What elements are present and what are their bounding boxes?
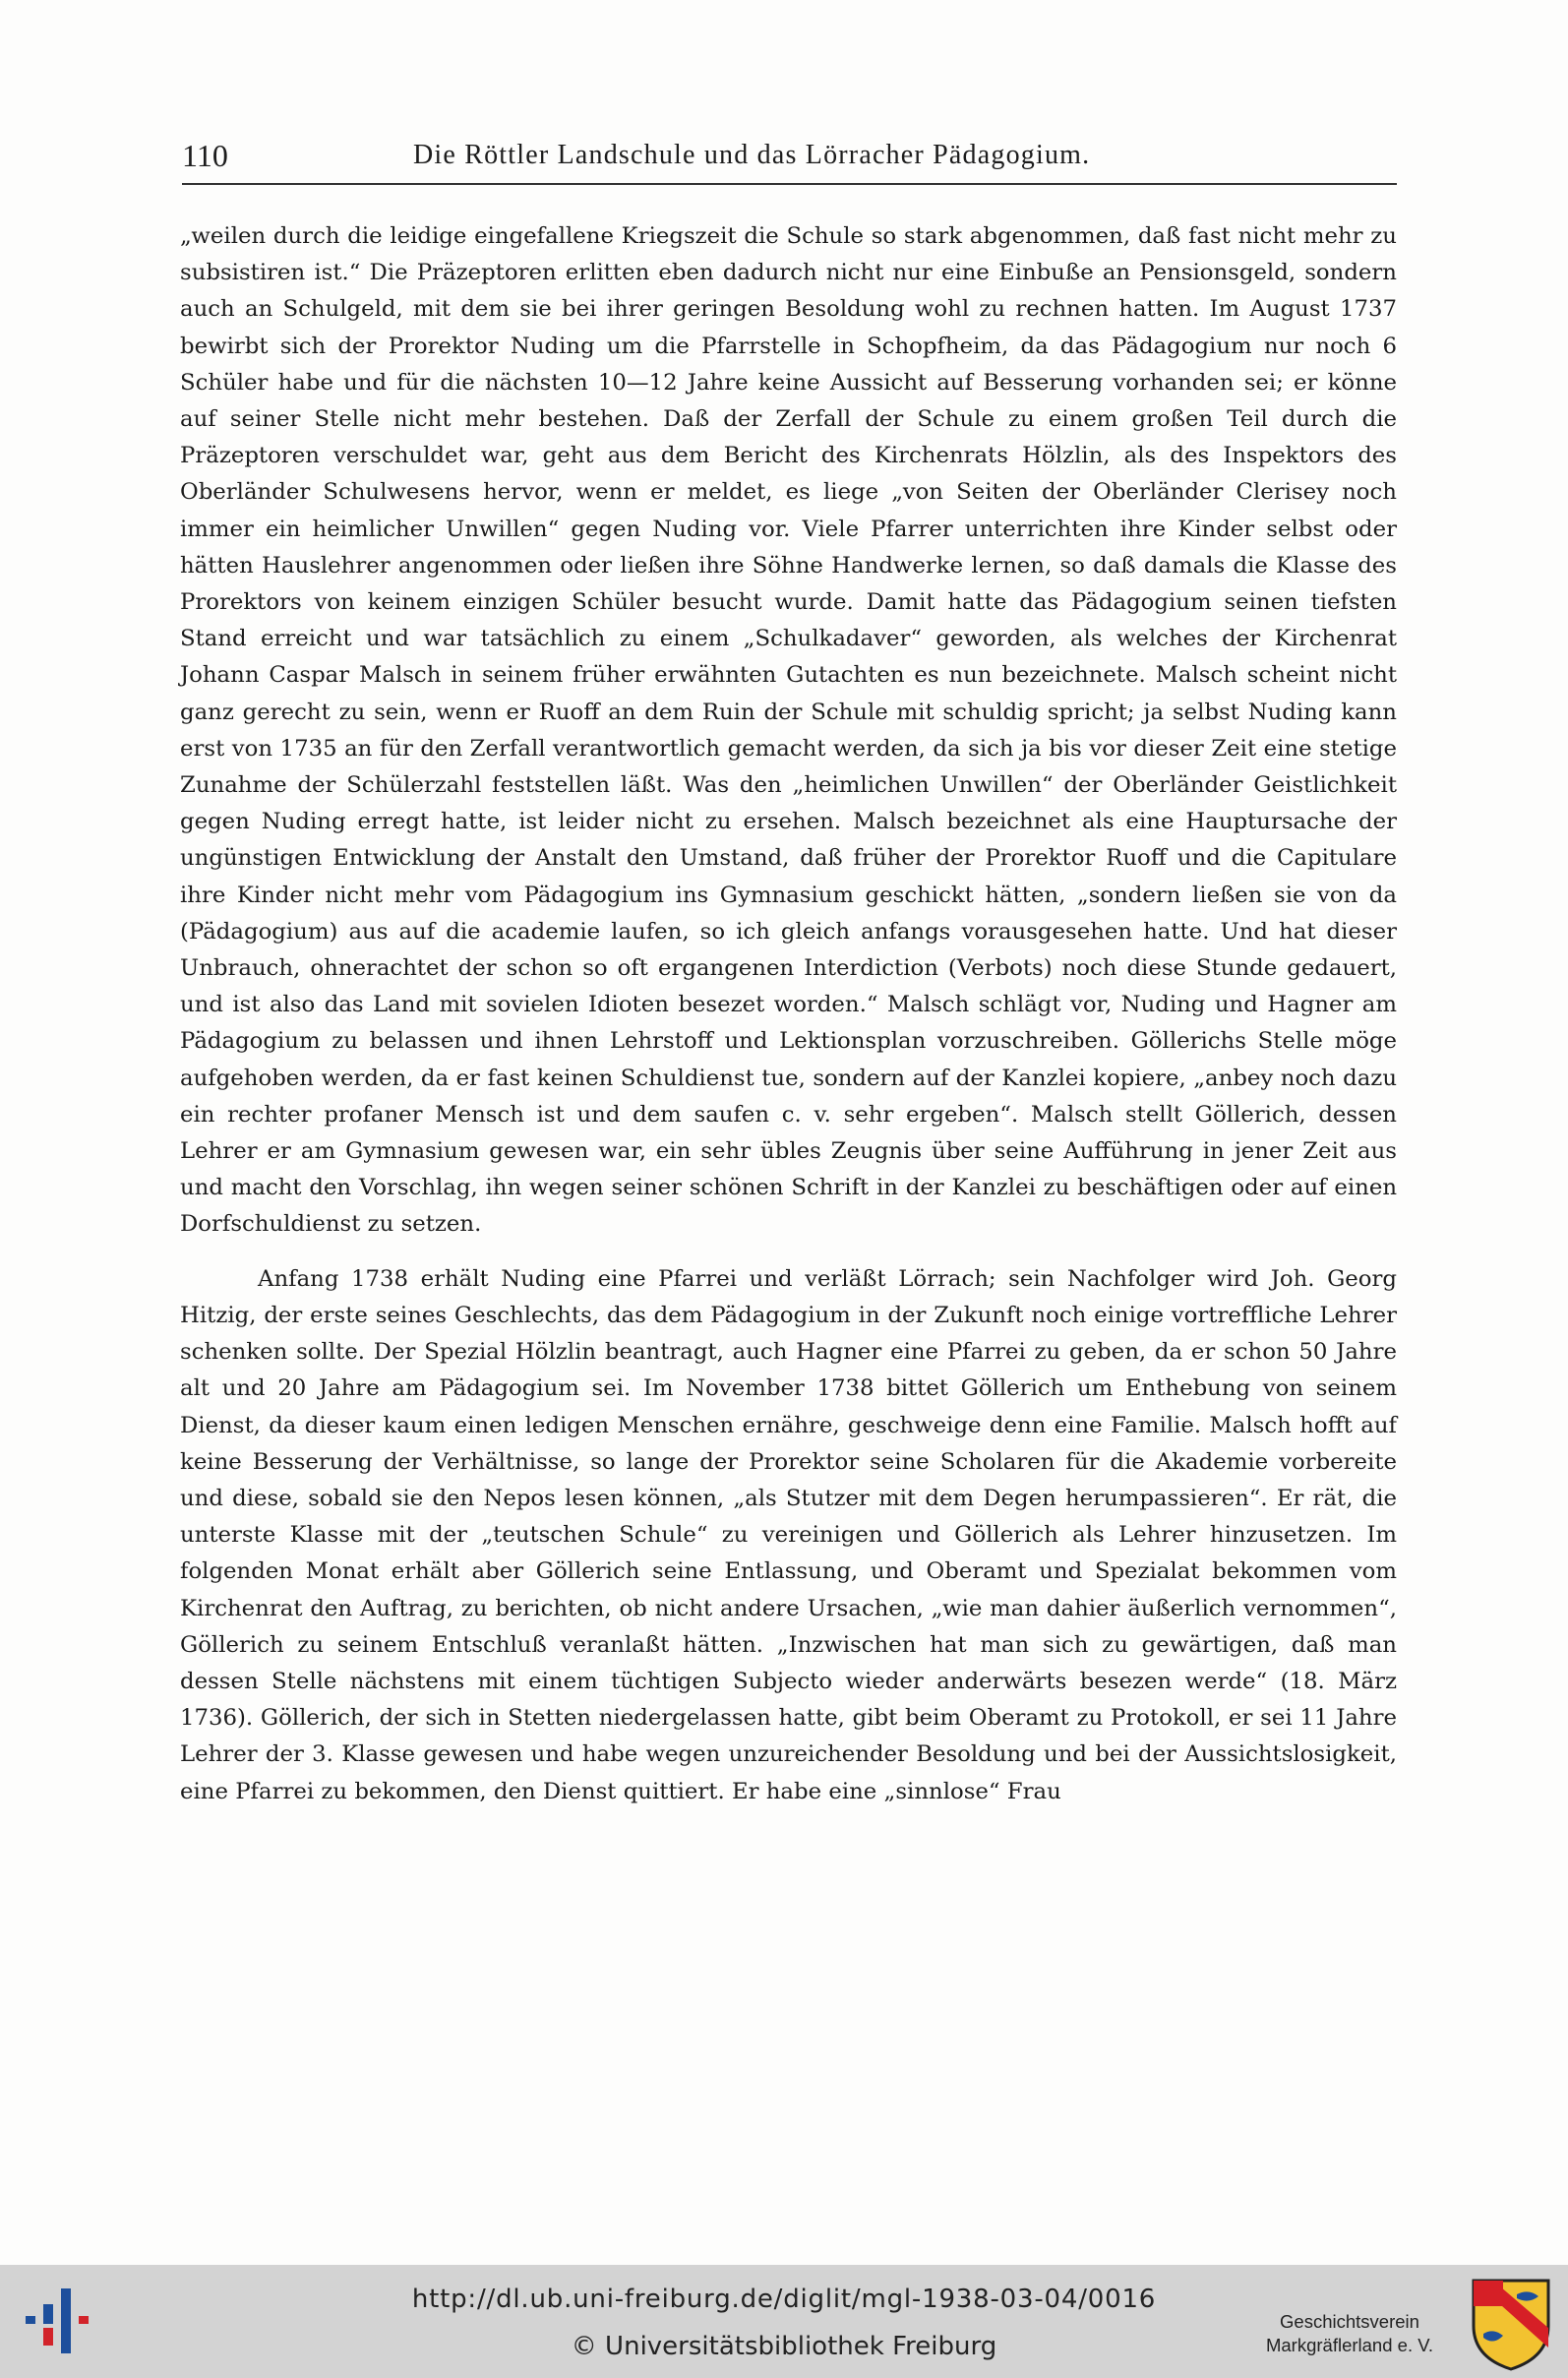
society-line-1: Geschichtsverein xyxy=(1280,2311,1419,2332)
society-line-2: Markgräflerland e. V. xyxy=(1265,2335,1433,2355)
footer-url[interactable]: http://dl.ub.uni-freiburg.de/diglit/mgl-1938-03-04/0016 xyxy=(411,2285,1157,2314)
society-name xyxy=(1261,2310,1438,2357)
library-footer xyxy=(0,2265,1568,2378)
page-number: 110 xyxy=(182,138,228,173)
page-header xyxy=(182,138,1397,185)
coat-of-arms-icon[interactable] xyxy=(1470,2275,1552,2373)
body-text xyxy=(180,218,1397,1810)
footer-copyright: © Universitätsbibliothek Freiburg xyxy=(571,2332,997,2361)
running-title: Die Röttler Landschule und das Lörracher Pädagogium. xyxy=(413,140,1091,170)
paragraph: Anfang 1738 erhält Nuding eine Pfarrei und verläßt Lörrach; sein Nachfolger wird Joh. Georg Hitzig, der erste seines Geschlechts, das dem Pädagogium in der Zukunft noch einige vortreffliche Lehrer schenken sollte. Der Spezial Hölzlin beantragt, auch Hagner eine Pfarrei zu geben, da er schon 50 Jahre alt und 20 Jahre am Pädagogium sei. Im November 1738 bittet Göllerich um Enthebung von seinem Dienst, da dieser kaum einen ledigen Menschen ernähre, geschweige denn eine Familie. Malsch hofft auf keine Besserung der Verhältnisse, so lange der Prorektor seine Scholaren für die Akademie vorbereite und diese, sobald sie den Nepos lesen können, „als Stutzer mit dem Degen herumpassieren“. Er rät, die unterste Klasse mit der „teutschen Schule“ zu vereinigen und Göllerich als Lehrer hinzusetzen. Im folgenden Monat erhält aber Göllerich seine Entlassung, und Oberamt und Spezialat bekommen vom Kirchenrat den Auftrag, zu berichten, ob nicht andere Ursachen, „wie man dahier äußerlich vernommen“, Göllerich zu seinem Entschluß veranlaßt hätten. „Inzwischen hat man sich zu gewärtigen, daß man dessen Stelle nächstens mit einem tüchtigen Subjecto wieder anderwärts besezen werde“ (18. März 1736). Göllerich, der sich in Stetten niedergelassen hatte, gibt beim Oberamt zu Protokoll, er sei 11 Jahre Lehrer der 3. Klasse gewesen und habe wegen unzureichender Besoldung und bei der Aussichtslosigkeit, eine Pfarrei zu bekommen, den Dienst quittiert. Er habe eine „sinnlose“ Frau xyxy=(180,1265,1397,1804)
paragraph: „weilen durch die leidige eingefallene Kriegszeit die Schule so stark abgenommen, daß fast nicht mehr zu subsistiren ist.“ Die Präzeptoren erlitten eben dadurch nicht nur eine Einbuße an Pensionsgeld, sondern auch an Schulgeld, mit dem sie bei ihrer geringen Besoldung wohl zu rechnen hatten. Im August 1737 bewirbt sich der Prorektor Nuding um die Pfarrstelle in Schopfheim, da das Pädagogium nur noch 6 Schüler habe und für die nächsten 10—12 Jahre keine Aussicht auf Besserung vorhanden sei; er könne auf seiner Stelle nicht mehr bestehen. Daß der Zerfall der Schule zu einem großen Teil durch die Präzeptoren verschuldet war, geht aus dem Bericht des Kirchenrats Hölzlin, als des Inspektors des Oberländer Schulwesens hervor, wenn er meldet, es liege „von Seiten der Oberländer Clerisey noch immer ein heimlicher Unwillen“ gegen Nuding vor. Viele Pfarrer unterrichten ihre Kinder selbst oder hätten Hauslehrer angenommen oder ließen ihre Söhne Handwerke lernen, so daß damals die Klasse des Prorektors von keinem einzigen Schüler besucht wurde. Damit hatte das Pädagogium seinen tiefsten Stand erreicht und war tatsächlich zu einem „Schulkadaver“ geworden, als welches der Kirchenrat Johann Caspar Malsch in seinem früher erwähnten Gutachten es nun bezeichnete. Malsch scheint nicht ganz gerecht zu sein, wenn er Ruoff an dem Ruin der Schule mit schuldig spricht; ja selbst Nuding kann erst von 1735 an für den Zerfall verantwortlich gemacht werden, da sich ja bis vor dieser Zeit eine stetige Zunahme der Schülerzahl feststellen läßt. Was den „heimlichen Unwillen“ der Oberländer Geistlichkeit gegen Nuding erregt hatte, ist leider nicht zu ersehen. Malsch bezeichnet als eine Hauptursache der ungünstigen Entwicklung der Anstalt den Umstand, daß früher der Prorektor Ruoff und die Capitulare ihre Kinder nicht mehr vom Pädagogium ins Gymnasium geschickt hätten, „sondern ließen sie von da (Pädagogium) aus auf die academie laufen, so ich gleich anfangs vorausgesehen hatte. Und hat dieser Unbrauch, ohnerachtet der schon so oft ergangenen Interdiction (Verbots) noch diese Stunde gedauert, und ist also das Land mit sovielen Idioten besezet worden.“ Malsch schlägt vor, Nuding und Hagner am Pädagogium zu belassen und ihnen Lehrstoff und Lektionsplan vorzuschreiben. Göllerichs Stelle möge aufgehoben werden, da er fast keinen Schuldienst tue, sondern auf der Kanzlei kopiere, „anbey noch dazu ein rechter profaner Mensch ist und dem saufen c. v. sehr ergeben“. Malsch stellt Göllerich, dessen Lehrer er am Gymnasium gewesen war, ein sehr übles Zeugnis über seine Aufführung in jener Zeit aus und macht den Vorschlag, ihn wegen seiner schönen Schrift in der Kanzlei zu beschäftigen oder auf einen Dorfschuldienst zu setzen. xyxy=(180,223,1397,1238)
